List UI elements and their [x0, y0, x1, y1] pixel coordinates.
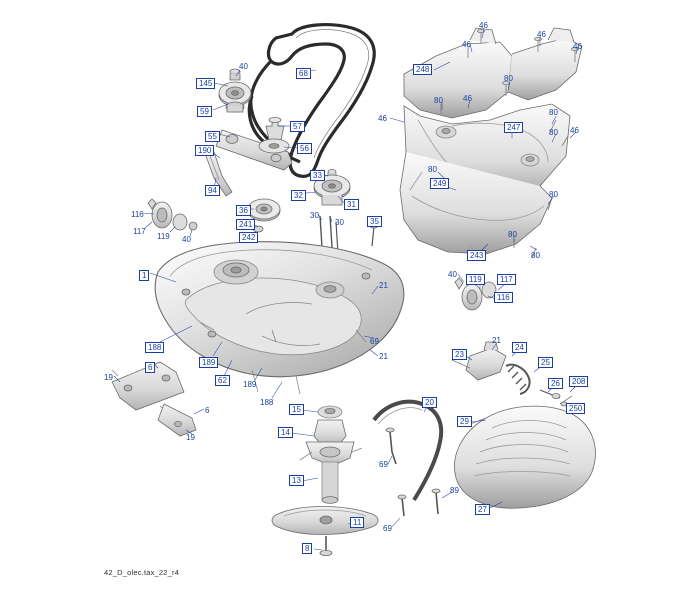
callout-188b[interactable]: 188 [260, 398, 274, 407]
callout-89[interactable]: 89 [450, 486, 459, 495]
callout-46c[interactable]: 46 [537, 30, 546, 39]
callout-241[interactable]: 241 [236, 219, 255, 230]
callout-26[interactable]: 26 [548, 378, 563, 389]
callout-250[interactable]: 250 [566, 403, 585, 414]
callout-11[interactable]: 11 [350, 517, 364, 528]
callout-19b[interactable]: 19 [186, 433, 195, 442]
callout-21b[interactable]: 21 [379, 352, 388, 361]
callout-248[interactable]: 248 [413, 64, 432, 75]
callout-46d[interactable]: 46 [573, 42, 582, 51]
callout-189[interactable]: 189 [199, 357, 218, 368]
callout-1[interactable]: 1 [139, 270, 149, 281]
callout-19[interactable]: 19 [104, 373, 113, 382]
callout-30b[interactable]: 30 [335, 218, 344, 227]
mounting-bracket-left [112, 362, 196, 436]
callout-40-right[interactable]: 40 [448, 270, 457, 279]
callout-46b[interactable]: 46 [462, 40, 471, 49]
callout-24[interactable]: 24 [512, 342, 527, 353]
gauge-wheel-left [148, 199, 197, 230]
diagram-footer-label: 42_D_olec.tax_22_r4 [104, 568, 180, 577]
callout-8[interactable]: 8 [302, 543, 312, 554]
callout-145[interactable]: 145 [196, 78, 215, 89]
callout-20[interactable]: 20 [422, 397, 437, 408]
callout-116[interactable]: 116 [131, 210, 144, 219]
callout-189b[interactable]: 189 [243, 380, 257, 389]
callout-46e[interactable]: 46 [463, 94, 472, 103]
deck-cover-panels [400, 28, 582, 254]
callout-33[interactable]: 33 [310, 170, 325, 181]
callout-80d[interactable]: 80 [549, 128, 558, 137]
callout-6[interactable]: 6 [145, 362, 155, 373]
callout-247[interactable]: 247 [504, 122, 523, 133]
callout-80h[interactable]: 80 [531, 251, 540, 260]
callout-80f[interactable]: 80 [549, 190, 558, 199]
callout-29[interactable]: 29 [457, 416, 472, 427]
callout-15[interactable]: 15 [289, 404, 304, 415]
callout-21c[interactable]: 21 [492, 336, 501, 345]
callout-69[interactable]: 69 [370, 337, 379, 346]
callout-69c[interactable]: 69 [383, 524, 392, 533]
callout-46g[interactable]: 46 [570, 126, 579, 135]
callout-36[interactable]: 36 [236, 205, 251, 216]
callout-59[interactable]: 59 [197, 106, 212, 117]
callout-14[interactable]: 14 [278, 427, 293, 438]
callout-46f[interactable]: 46 [378, 114, 387, 123]
callout-80g[interactable]: 80 [508, 230, 517, 239]
callout-80c[interactable]: 80 [549, 108, 558, 117]
callout-68[interactable]: 68 [296, 68, 311, 79]
callout-242[interactable]: 242 [239, 232, 258, 243]
callout-25[interactable]: 25 [538, 357, 553, 368]
callout-117b[interactable]: 117 [497, 274, 516, 285]
callout-94[interactable]: 94 [205, 185, 220, 196]
callout-249[interactable]: 249 [430, 178, 449, 189]
callout-27[interactable]: 27 [475, 504, 490, 515]
callout-62[interactable]: 62 [215, 375, 230, 386]
callout-13[interactable]: 13 [289, 475, 304, 486]
callout-119[interactable]: 119 [157, 232, 170, 241]
callout-55[interactable]: 55 [205, 131, 220, 142]
blade-spindle-assembly [300, 406, 362, 503]
callout-243[interactable]: 243 [467, 250, 486, 261]
callout-117[interactable]: 117 [133, 227, 146, 236]
mower-blade [272, 507, 378, 556]
callout-46a[interactable]: 46 [479, 21, 488, 30]
callout-30[interactable]: 30 [310, 211, 319, 220]
callout-80e[interactable]: 80 [428, 165, 437, 174]
callout-40[interactable]: 40 [239, 62, 248, 71]
callout-190[interactable]: 190 [195, 145, 214, 156]
callout-69b[interactable]: 69 [379, 460, 388, 469]
callout-35[interactable]: 35 [367, 216, 382, 227]
callout-32[interactable]: 32 [291, 190, 306, 201]
callout-119b[interactable]: 119 [466, 274, 485, 285]
callout-80b[interactable]: 80 [434, 96, 443, 105]
callout-56[interactable]: 56 [297, 143, 312, 154]
callout-116b[interactable]: 116 [494, 292, 513, 303]
latch-spring-group [452, 342, 567, 406]
callout-31[interactable]: 31 [344, 199, 359, 210]
callout-208[interactable]: 208 [569, 376, 588, 387]
handle-rod [374, 402, 441, 516]
callout-6b[interactable]: 6 [205, 406, 210, 415]
callout-80a[interactable]: 80 [504, 74, 513, 83]
mower-deck-housing [155, 242, 404, 394]
callout-57[interactable]: 57 [290, 121, 305, 132]
callout-188[interactable]: 188 [145, 342, 164, 353]
washer-56 [259, 139, 289, 153]
callout-23[interactable]: 23 [452, 349, 467, 360]
fastener-57 [266, 117, 284, 140]
callout-40-left[interactable]: 40 [182, 235, 191, 244]
callout-21[interactable]: 21 [379, 281, 388, 290]
